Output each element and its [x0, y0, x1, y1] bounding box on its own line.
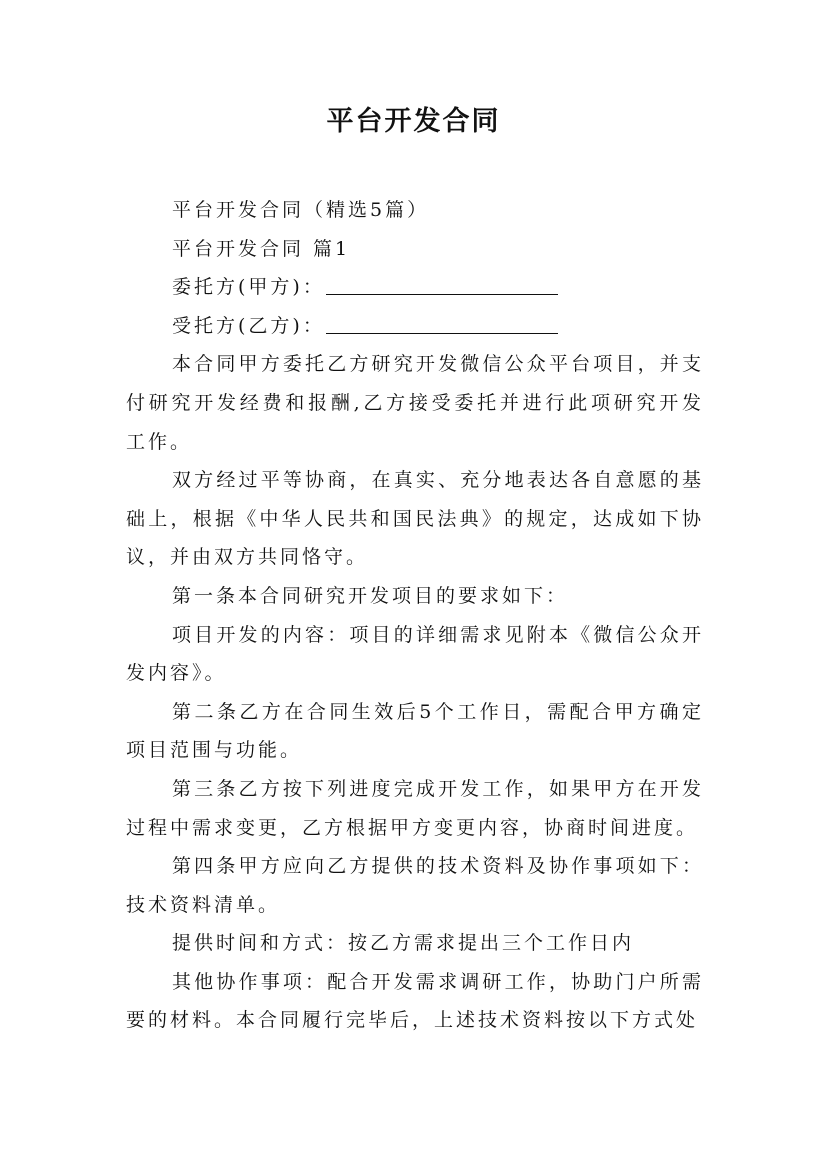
paragraph-entrust: 本合同甲方委托乙方研究开发微信公众平台项目，并支付研究开发经费和报酬,乙方接受委托并进行此项研究开发工作。	[126, 353, 704, 453]
paragraph-project-content: 项目开发的内容：项目的详细需求见附本《微信公众开发内容》。	[126, 623, 704, 685]
paragraph-negotiation: 双方经过平等协商，在真实、充分地表达各自意愿的基础上，根据《中华人民共和国民法典》的规定，达成如下协议，并由双方共同恪守。	[126, 469, 704, 569]
party-b-line	[126, 307, 704, 346]
paragraph-heading-part1: 平台开发合同 篇1	[172, 237, 351, 260]
paragraph-article-4: 第四条甲方应向乙方提供的技术资料及协作事项如下：技术资料清单。	[126, 855, 704, 916]
paragraph-heading-collection: 平台开发合同（精选5篇）	[172, 199, 430, 221]
paragraph-article-3: 第三条乙方按下列进度完成开发工作，如果甲方在开发过程中需求变更，乙方根据甲方变更内容，协商时间进度。	[126, 777, 704, 839]
paragraph-article-2: 第二条乙方在合同生效后5个工作日，需配合甲方确定项目范围与功能。	[126, 700, 704, 762]
party-b-blank	[326, 309, 558, 334]
party-a-blank	[326, 270, 558, 295]
paragraph-article-1: 第一条本合同研究开发项目的要求如下：	[172, 584, 569, 607]
party-a-line	[126, 268, 704, 307]
document-title: 平台开发合同	[326, 106, 501, 137]
paragraph-other-cooperation: 其他协作事项：配合开发需求调研工作，协助门户所需要的材料。本合同履行完毕后，上述技术资料按以下方式处	[126, 970, 704, 1032]
paragraph-provide-time: 提供时间和方式：按乙方需求提出三个工作日内	[172, 932, 635, 955]
party-b-label: 受托方(乙方)：	[172, 314, 325, 337]
party-a-label: 委托方(甲方)：	[172, 276, 325, 299]
document-body	[126, 191, 704, 1040]
